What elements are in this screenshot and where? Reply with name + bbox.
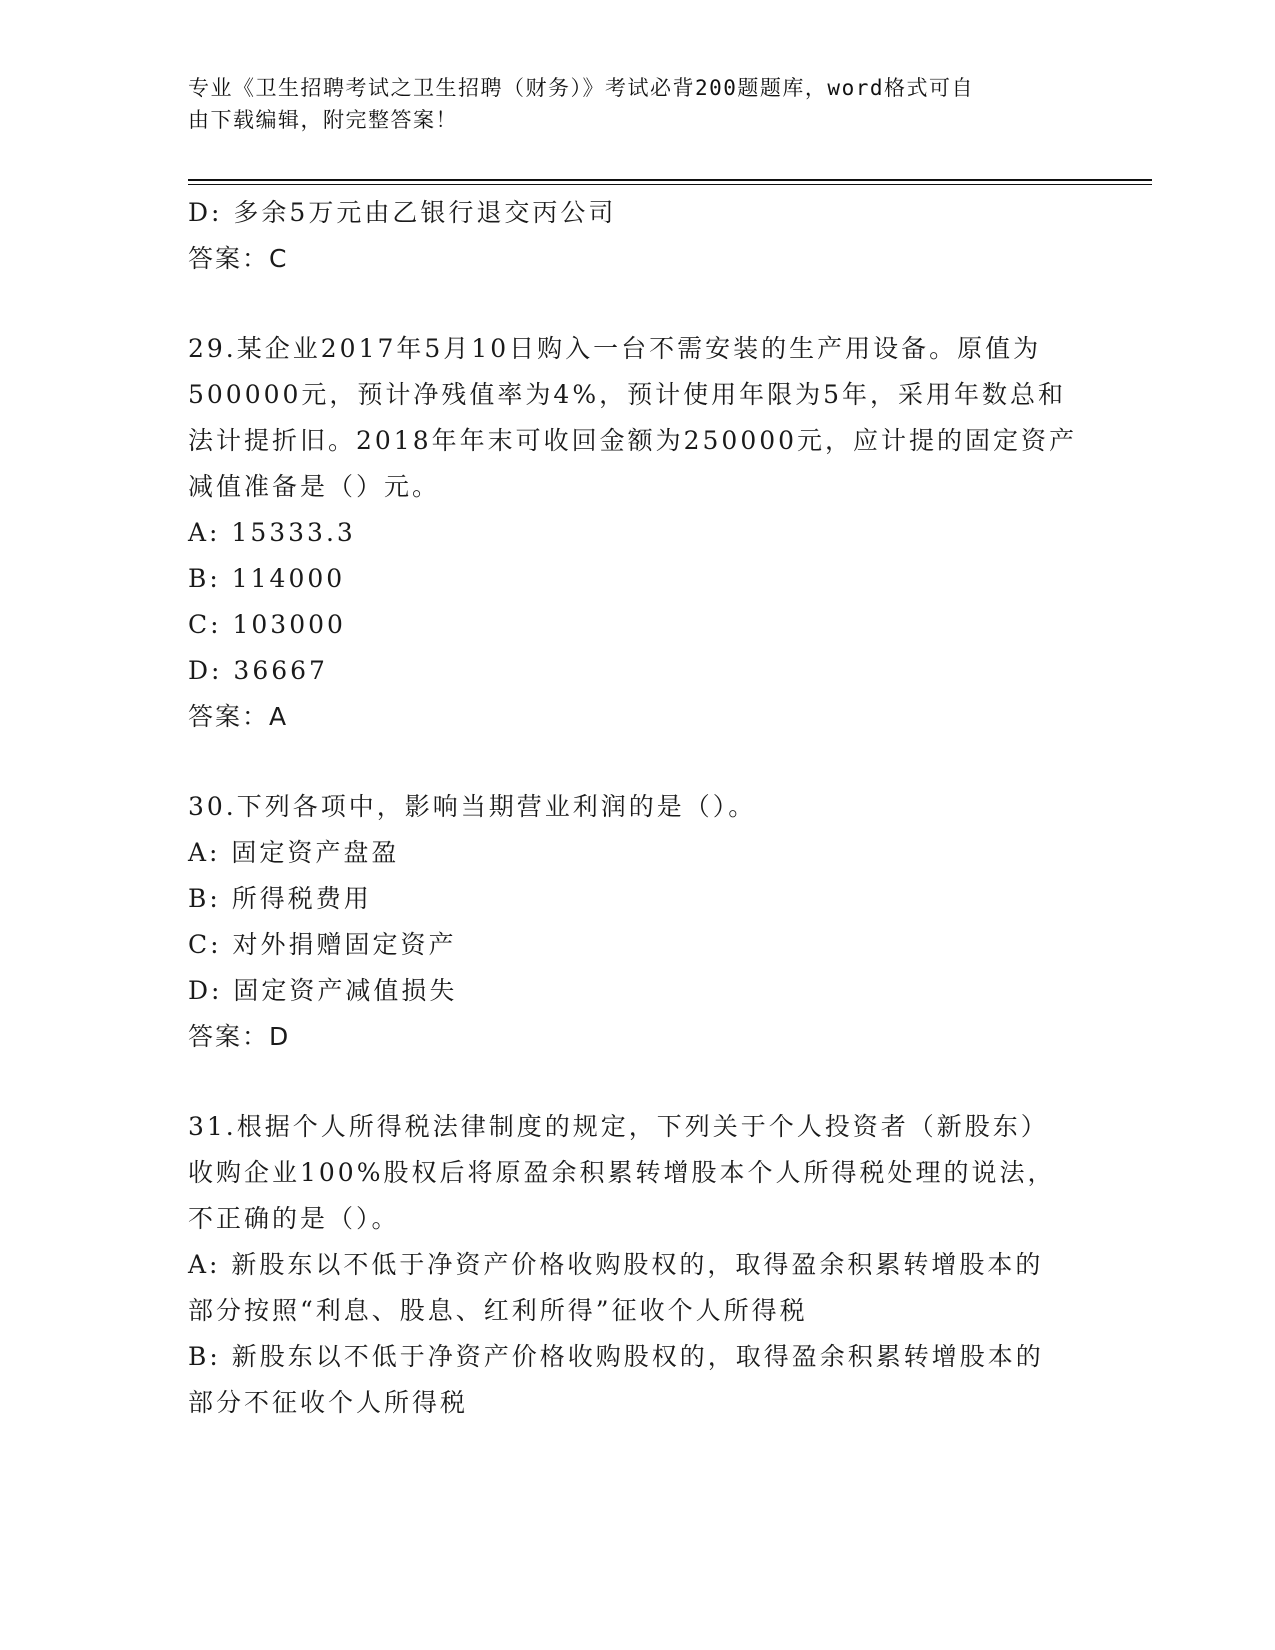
option-a: A: 15333.3: [188, 518, 356, 547]
question-stem-line: 500000元，预计净残值率为4%，预计使用年限为5年，采用年数总和: [188, 380, 1067, 409]
option-a: A: 新股东以不低于净资产价格收购股权的，取得盈余积累转增股本的: [188, 1250, 1044, 1279]
question-29: [188, 326, 1088, 740]
question-stem-line: 收购企业100%股权后将原盈余积累转增股本个人所得税处理的说法，: [188, 1158, 1056, 1187]
option-c: C: 103000: [188, 610, 346, 639]
option-d: D: 36667: [188, 656, 328, 685]
option-c: C: 对外捐赠固定资产: [188, 930, 457, 959]
spacer: [188, 740, 1088, 784]
answer-line: 答案：C: [188, 244, 289, 273]
option-b: B: 所得税费用: [188, 884, 372, 913]
document-header: [188, 72, 1068, 136]
header-line-1: 专业《卫生招聘考试之卫生招聘（财务）》考试必背200题题库，word格式可自: [188, 76, 974, 100]
header-rule-thin: [188, 184, 1152, 185]
question-stem-line: 法计提折旧。2018年年末可收回金额为250000元，应计提的固定资产: [188, 426, 1078, 455]
question-30: [188, 784, 1088, 1060]
spacer: [188, 1060, 1088, 1104]
header-line-2: 由下载编辑，附完整答案！: [188, 108, 458, 132]
question-stem-line: 减值准备是（）元。: [188, 472, 441, 501]
option-d: D: 多余5万元由乙银行退交丙公司: [188, 198, 617, 227]
spacer: [188, 282, 1088, 326]
question-stem-line: 29.某企业2017年5月10日购入一台不需安装的生产用设备。原值为: [188, 334, 1042, 363]
question-28-tail: [188, 190, 1088, 282]
question-stem-line: 30.下列各项中，影响当期营业利润的是（）。: [188, 792, 757, 821]
question-stem-line: 不正确的是（）。: [188, 1204, 400, 1233]
option-b: B: 114000: [188, 564, 346, 593]
option-a-continued: 部分按照“利息、股息、红利所得”征收个人所得税: [188, 1296, 808, 1325]
answer-line: 答案：A: [188, 702, 289, 731]
document-body: [188, 190, 1088, 1426]
answer-line: 答案：D: [188, 1022, 291, 1051]
option-a: A: 固定资产盘盈: [188, 838, 400, 867]
option-b: B: 新股东以不低于净资产价格收购股权的，取得盈余积累转增股本的: [188, 1342, 1044, 1371]
header-rule-thick: [188, 179, 1152, 181]
question-stem-line: 31.根据个人所得税法律制度的规定，下列关于个人投资者（新股东）: [188, 1112, 1049, 1141]
option-d: D: 固定资产减值损失: [188, 976, 458, 1005]
option-b-continued: 部分不征收个人所得税: [188, 1388, 469, 1417]
question-31: [188, 1104, 1088, 1426]
